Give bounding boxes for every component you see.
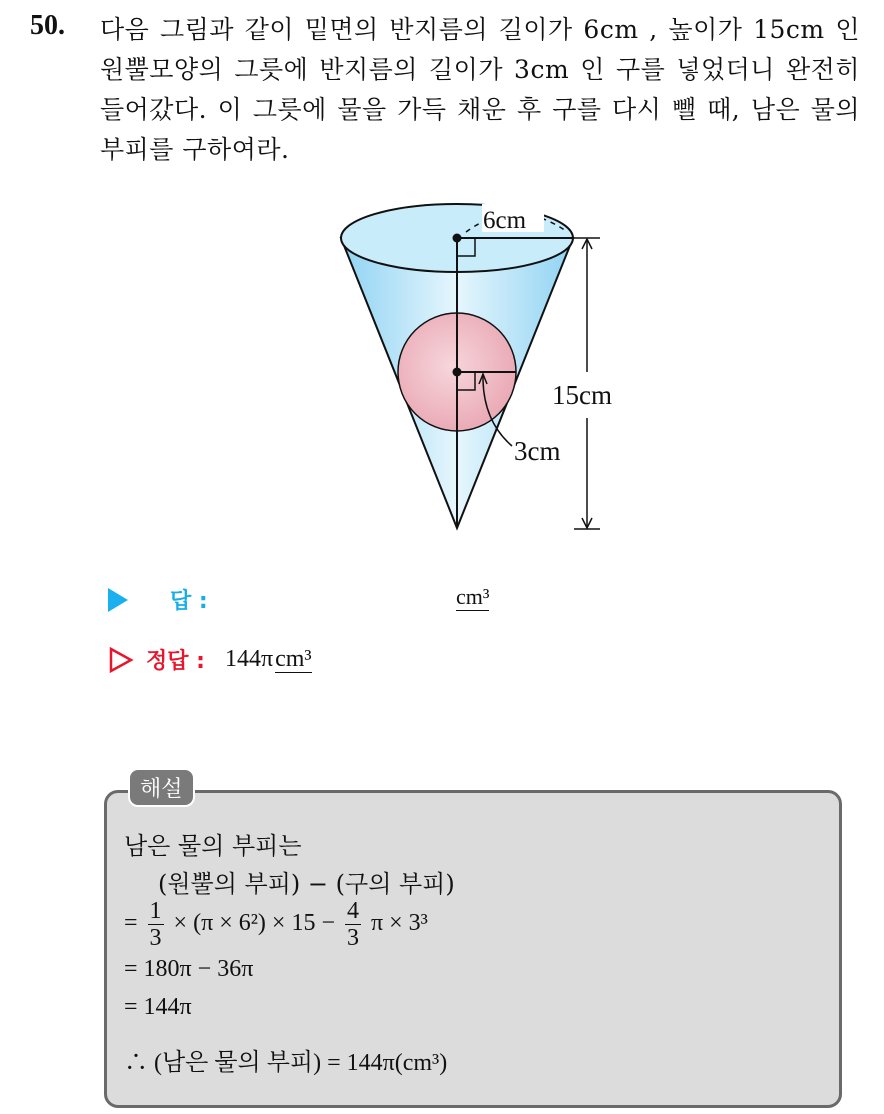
fraction-one-third: $\frac{1}{3}$ [149,898,162,951]
solution-line-3-mid: × (π × 6²) × 15 − [173,910,335,937]
radius-label: 6cm [483,207,527,234]
answer-label: 답 : [170,589,208,614]
solution-tag: 해설 [128,768,195,807]
correct-row [108,644,312,675]
solution-line-6: ∴ (남은 물의 부피) = 144π(cm³) [124,1050,448,1076]
solution-line-4: = 180π − 36π [124,956,254,982]
solution-line-1: 남은 물의 부피는 [124,832,302,860]
correct-label: 정답 : [146,649,205,674]
solution-equals: = [124,910,138,937]
sphere-radius-label: 3cm [514,436,561,466]
solution-line-3-end: π × 3³ [370,910,428,937]
solution-line-2: (원뿔의 부피) − (구의 부피) [158,870,455,898]
answer-row [108,584,208,615]
correct-marker-icon [108,646,134,674]
fraction-four-thirds: $\frac{4}{3}$ [346,898,359,951]
correct-value [225,646,312,673]
correct-value-number: 144π [224,646,274,672]
sphere-center-dot [453,368,462,377]
correct-value-unit: cm³ [275,646,312,672]
answer-blank-unit[interactable]: cm³ [456,584,490,609]
solution-line-3 [124,898,428,951]
height-label: 15cm [552,380,612,410]
apex-center-dot [453,234,462,243]
question-text: 다음 그림과 같이 밑면의 반지름의 길이가 6cm , 높이가 15cm 인 원뿔모양의 그릇에 반지름의 길이가 3cm 인 구를 넣었더니 완전히 들어갔다. 이 그릇에 물을 가득 채운 후 구를 다시 뺄 때, 남은 물의 부피를 구하여라. [100,15,860,164]
answer-marker-icon [108,588,128,612]
solution-line-5: = 144π [124,994,192,1020]
question-number: 50. [30,10,65,41]
